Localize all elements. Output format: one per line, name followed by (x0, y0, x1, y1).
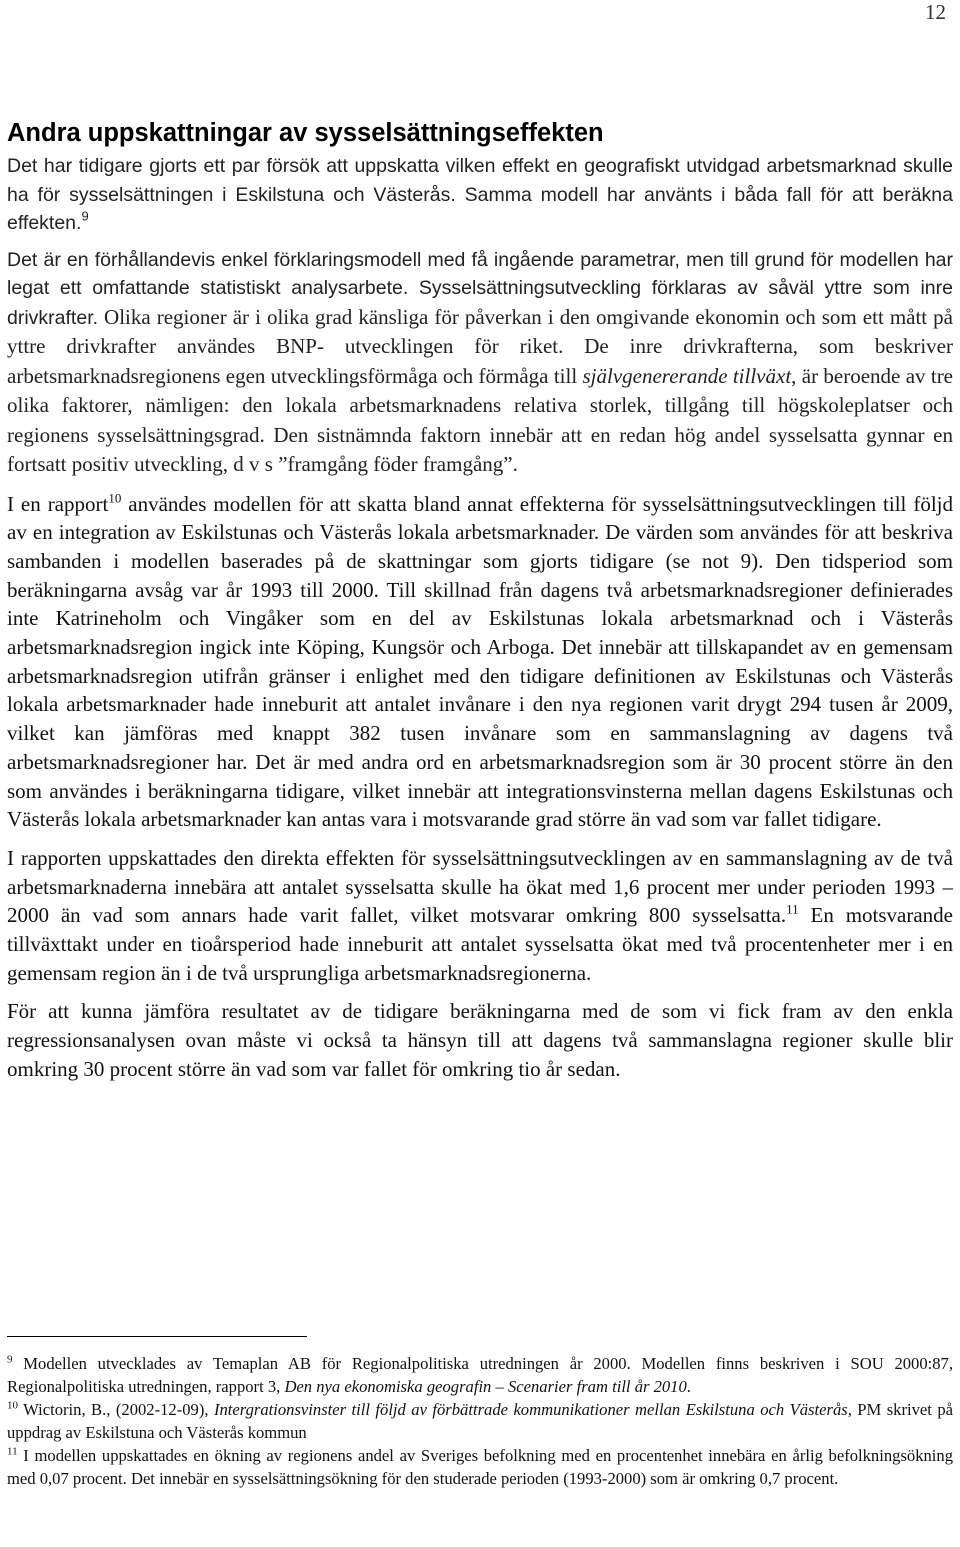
paragraph-effect (7, 844, 953, 988)
paragraph-report (7, 490, 953, 834)
effect-text: En motsvarande tillväxttakt under en tioårsperiod hade inneburit att antalet sysselsatta ökat med två procentenheter mer i en gemensam region än i de två ursprungliga arbetsmarknadsregionerna. (7, 903, 953, 985)
footnote-11 (7, 1445, 953, 1490)
model-text-serif: Olika regioner är i olika grad känsliga för påverkan i den omgivande ekonomin och som ett mått på yttre drivkrafter användes BNP- utvecklingen för riket. De inre drivkrafterna, som beskriver arbetsmarknadsregionens egen utvecklingsförmåga och förmåga till (7, 304, 953, 388)
paragraph-model (7, 246, 953, 480)
section-heading: Andra uppskattningar av sysselsättningseffekten (7, 119, 604, 147)
footnote-10 (7, 1399, 953, 1444)
footnote-italic: Intergrationsvinster till följd av förbättrade kommunikationer mellan Eskilstuna och Västerås (213, 1400, 848, 1419)
page-number: 12 (925, 0, 946, 24)
report-lead: I en rapport (7, 491, 109, 516)
model-text-sans: Det är en förhållandevis enkel förklaringsmodell med få ingående parametrar, men till grund för modellen har legat ett omfattande statistiskt analysarbete. Sysselsättningsutveckling förklaras av såväl yttre som inre drivkrafter. (7, 248, 953, 329)
footnote-9 (7, 1353, 953, 1398)
effect-lead: I rapporten uppskattades den direkta effekten för sysselsättningsutvecklingen av en sammanslagning av de två arbetsmarknaderna innebära att antalet sysselsatta skulle ha ökat med 1,6 procent mer under perioden 1993 – 2000 än vad som annars hade varit fallet, vilket motsvarar omkring 800 sysselsatta. (7, 845, 953, 928)
intro-text: Det har tidigare gjorts ett par försök att uppskatta vilken effekt en geografiskt utvidgad arbetsmarknad skulle ha för sysselsättningen i Eskilstuna och Västerås. Samma modell har använts i båda fall för att beräkna effekten. (7, 155, 953, 234)
footnote-text: Modellen utvecklades av Temaplan AB för Regionalpolitiska utredningen år 2000. Modellen finns beskriven i SOU 2000:87, Regionalpolitiska utredningen, rapport 3, (7, 1354, 953, 1396)
footnote-tail: . (686, 1376, 691, 1396)
model-italic-term: självgenererande tillväxt (582, 363, 792, 388)
paragraph-intro (7, 152, 953, 238)
footnote-number: 11 (7, 1445, 18, 1458)
footnote-ref-11[interactable]: 11 (786, 901, 799, 917)
footnote-ref-9[interactable]: 9 (81, 208, 89, 224)
footnote-number: 10 (7, 1399, 18, 1412)
footnote-divider (7, 1336, 307, 1337)
footnotes (7, 1336, 953, 1491)
footnote-ref-10[interactable]: 10 (108, 490, 122, 506)
footnote-text: Wictorin, B., (2002-12-09), (18, 1400, 214, 1419)
model-text-end: , är beroende av tre olika faktorer, nämligen: den lokala arbetsmarknadens relativa storlek, tillgång till högskoleplatser och regionens sysselsättningsgrad. Den sistnämnda faktorn innebär att en redan hög andel sysselsatta gynnar en fortsatt positiv utveckling, d v s ”framgång föder framgång”. (7, 363, 954, 476)
main-content (7, 118, 953, 1084)
footnote-text: I modellen uppskattades en ökning av regionens andel av Sveriges befolkning med en procentenhet innebära en årlig befolkningsökning med 0,07 procent. Det innebär en sysselsättningsökning för den studerade perioden (1993-2000) som är omkring 0,7 procent. (7, 1446, 953, 1488)
footnote-italic: Den nya ekonomiska geografin – Scenarier fram till år 2010 (284, 1376, 687, 1396)
report-text: användes modellen för att skatta bland annat effekterna för sysselsättningsutvecklingen till följd av en integration av Eskilstunas och Västerås lokala arbetsmarknader. De värden som användes för att beskriva sambanden i modellen baserades på de skattningar som gjorts tidigare (se not 9). Den tidsperiod som beräkningarna avsåg var år 1993 till 2000. Till skillnad från dagens två arbetsmarknadsregioner definierades inte Katrineholm och Vingåker som en del av Eskilstunas lokala arbetsmarknad och i Västerås arbetsmarknadsregion ingick inte Köping, Kungsör och Arboga. Det innebär att tillskapandet av en gemensam arbetsmarknadsregion utifrån gränser i enlighet med den tidigare definitionen av Eskilstunas och Västerås lokala arbetsmarknader hade inneburit att antalet invånare i den nya regionen varit drygt 294 tusen år 2009, vilket kan jämföras med knappt 382 tusen invånare som en sammanslagning av dagens två arbetsmarknadsregioner har. Det är med andra ord en arbetsmarknadsregion som är 30 procent större än den som användes i beräkningarna tidigare, vilket innebär att integrationsvinsterna mellan dagens Eskilstunas och Västerås lokala arbetsmarknader kan antas vara i motsvarande grad större än vad som var fallet tidigare. (7, 491, 953, 832)
paragraph-comparison: För att kunna jämföra resultatet av de tidigare beräkningarna med de som vi fick fram av den enkla regressionsanalysen ovan måste vi också ta hänsyn till att dagens två sammanslagna regioner skulle blir omkring 30 procent större än vad som var fallet för omkring tio år sedan. (7, 999, 953, 1081)
footnote-tail: , PM skrivet på uppdrag av Eskilstuna och Västerås kommun (7, 1400, 954, 1442)
footnote-number: 9 (7, 1353, 13, 1366)
